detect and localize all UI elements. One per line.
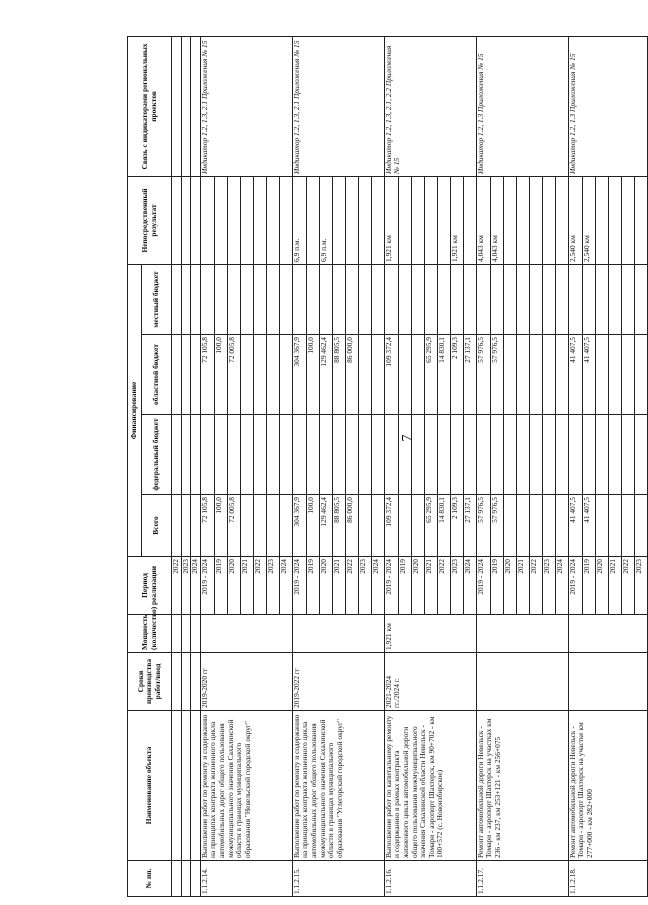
total-cell: 57 976,5 bbox=[476, 495, 490, 557]
period-cell: 2020 bbox=[319, 557, 332, 615]
result-cell bbox=[306, 176, 319, 264]
regional-cell: 57 976,5 bbox=[476, 335, 490, 415]
header-result: Непосредственный результат bbox=[128, 176, 172, 264]
period-cell: 2019 - 2024 bbox=[568, 557, 582, 615]
period-cell: 2023 bbox=[542, 557, 555, 615]
object-name: Выполнение работ по капитальному ремонту и содержанию в рамках контракта жизненного цикла автомобильной дороги общего пользования межмуниципального значения Сахалинской области Невельск - Томари - аэропорт Шахтерск, км 90+702 - км 100+572 (с. Новоизбирское) bbox=[384, 711, 476, 861]
regional-cell bbox=[608, 335, 621, 415]
work-terms bbox=[568, 653, 647, 711]
period-cell: 2020 bbox=[411, 557, 424, 615]
local-cell bbox=[200, 264, 214, 334]
page-number: 7 bbox=[400, 434, 415, 442]
local-cell bbox=[345, 264, 358, 334]
federal-cell bbox=[292, 415, 306, 495]
table-body bbox=[172, 36, 648, 896]
result-cell: 6,9 п.м. bbox=[292, 176, 306, 264]
row-number: 1.1.2.18. bbox=[568, 861, 647, 897]
result-cell bbox=[503, 176, 516, 264]
object-name: Выполнение работ по ремонту и содержанию на принципах контракта жизненного цикла автомобильных дорог общего пользования межмуниципального значения Сахалинской области в границах муниципального образования "Углегорский городской округ" bbox=[292, 711, 384, 861]
row-number: 1.1.2.16. bbox=[384, 861, 476, 897]
total-cell bbox=[595, 495, 608, 557]
result-cell bbox=[358, 176, 371, 264]
federal-cell bbox=[582, 415, 595, 495]
result-cell bbox=[516, 176, 529, 264]
table-row bbox=[568, 36, 582, 896]
federal-cell bbox=[200, 415, 214, 495]
result-cell bbox=[371, 176, 384, 264]
local-cell bbox=[476, 264, 490, 334]
work-terms: 2019-2020 гг bbox=[200, 653, 292, 711]
result-cell: 6,9 п.м. bbox=[319, 176, 332, 264]
total-cell bbox=[358, 495, 371, 557]
federal-cell bbox=[503, 415, 516, 495]
federal-cell bbox=[437, 415, 450, 495]
regional-cell bbox=[555, 335, 568, 415]
result-cell bbox=[398, 176, 411, 264]
local-cell bbox=[490, 264, 503, 334]
result-cell: 4,043 км bbox=[490, 176, 503, 264]
result-cell bbox=[634, 176, 647, 264]
local-cell bbox=[384, 264, 398, 334]
regional-cell: 72 105,8 bbox=[200, 335, 214, 415]
header-local: местный бюджет bbox=[142, 264, 172, 334]
result-cell bbox=[608, 176, 621, 264]
federal-cell bbox=[634, 415, 647, 495]
period-cell: 2022 bbox=[529, 557, 542, 615]
federal-cell bbox=[332, 415, 345, 495]
result-cell bbox=[595, 176, 608, 264]
indicator-link: Индикатор 1.2, 1.3, 2.1 Приложения № 15 bbox=[292, 36, 384, 176]
capacity bbox=[200, 615, 292, 653]
regional-cell bbox=[595, 335, 608, 415]
local-cell bbox=[621, 264, 634, 334]
header-terms: Сроки производства работ/ввод bbox=[128, 653, 172, 711]
capacity bbox=[292, 615, 384, 653]
period-cell: 2019 - 2024 bbox=[384, 557, 398, 615]
regional-cell: 100,0 bbox=[214, 335, 227, 415]
indicator-link: Индикатор 1.2, 1.3 Приложения № 15 bbox=[568, 36, 647, 176]
result-cell bbox=[253, 176, 266, 264]
federal-cell bbox=[306, 415, 319, 495]
period-cell: 2023 bbox=[358, 557, 371, 615]
local-cell bbox=[306, 264, 319, 334]
total-cell: 41 407,5 bbox=[568, 495, 582, 557]
header-link: Связь с индикаторами региональных проектов bbox=[128, 36, 172, 176]
period-cell: 2021 bbox=[240, 557, 253, 615]
local-cell bbox=[411, 264, 424, 334]
local-cell bbox=[437, 264, 450, 334]
regional-cell bbox=[371, 335, 384, 415]
result-cell bbox=[555, 176, 568, 264]
total-cell: 100,0 bbox=[306, 495, 319, 557]
table-row: 2023 bbox=[181, 36, 191, 896]
regional-cell bbox=[542, 335, 555, 415]
header-total: Всего bbox=[142, 495, 172, 557]
federal-cell bbox=[463, 415, 476, 495]
local-cell bbox=[516, 264, 529, 334]
regional-cell bbox=[358, 335, 371, 415]
federal-cell bbox=[358, 415, 371, 495]
rotated-table-wrapper bbox=[127, 37, 643, 897]
period-cell: 2019 bbox=[398, 557, 411, 615]
period-cell: 2020 bbox=[595, 557, 608, 615]
total-cell: 41 407,5 bbox=[582, 495, 595, 557]
period-cell: 2021 bbox=[332, 557, 345, 615]
object-name: Ремонт автомобильной дороги Невельск - Томари - аэропорт Шахтерск на участках км 236 - км 237, км 253+121 - км 256+075 bbox=[476, 711, 568, 861]
regional-cell: 86 000,0 bbox=[345, 335, 358, 415]
total-cell bbox=[240, 495, 253, 557]
federal-cell bbox=[608, 415, 621, 495]
regional-cell bbox=[411, 335, 424, 415]
header-federal: федеральный бюджет bbox=[142, 415, 172, 495]
period-cell: 2021 bbox=[516, 557, 529, 615]
result-cell: 1,921 км bbox=[450, 176, 463, 264]
period-cell: 2021 bbox=[608, 557, 621, 615]
table-row bbox=[476, 36, 490, 896]
federal-cell bbox=[384, 415, 398, 495]
financing-table bbox=[127, 36, 648, 897]
indicator-link: Индикатор 1.2, 1.3 Приложения № 15 bbox=[476, 36, 568, 176]
total-cell bbox=[621, 495, 634, 557]
local-cell bbox=[555, 264, 568, 334]
period-cell: 2019 bbox=[306, 557, 319, 615]
regional-cell bbox=[621, 335, 634, 415]
object-name: Ремонт автомобильной дороги Невельск - Томари - аэропорт Шахтерск на участке км 277+000 - км 282+000 bbox=[568, 711, 647, 861]
total-cell bbox=[555, 495, 568, 557]
total-cell: 27 137,1 bbox=[463, 495, 476, 557]
federal-cell bbox=[516, 415, 529, 495]
period-cell: 2024 bbox=[371, 557, 384, 615]
local-cell bbox=[424, 264, 437, 334]
regional-cell: 57 976,5 bbox=[490, 335, 503, 415]
row-number: 1.1.2.17. bbox=[476, 861, 568, 897]
total-cell bbox=[634, 495, 647, 557]
period-cell: 2020 bbox=[227, 557, 240, 615]
total-cell: 109 372,4 bbox=[384, 495, 398, 557]
period-cell: 2019 bbox=[214, 557, 227, 615]
regional-cell bbox=[634, 335, 647, 415]
federal-cell bbox=[411, 415, 424, 495]
federal-cell bbox=[214, 415, 227, 495]
total-cell bbox=[542, 495, 555, 557]
period-cell: 2022 bbox=[621, 557, 634, 615]
total-cell: 304 367,9 bbox=[292, 495, 306, 557]
total-cell: 72 005,8 bbox=[227, 495, 240, 557]
local-cell bbox=[253, 264, 266, 334]
regional-cell: 2 109,3 bbox=[450, 335, 463, 415]
federal-cell bbox=[371, 415, 384, 495]
result-cell bbox=[424, 176, 437, 264]
federal-cell bbox=[227, 415, 240, 495]
regional-cell: 100,0 bbox=[306, 335, 319, 415]
period-cell: 2022 bbox=[253, 557, 266, 615]
total-cell bbox=[371, 495, 384, 557]
table-row bbox=[200, 36, 214, 896]
regional-cell: 129 462,4 bbox=[319, 335, 332, 415]
regional-cell: 41 407,5 bbox=[568, 335, 582, 415]
regional-cell bbox=[529, 335, 542, 415]
federal-cell bbox=[621, 415, 634, 495]
result-cell: 1,921 км bbox=[384, 176, 398, 264]
table-row: 2024 bbox=[191, 36, 201, 896]
local-cell bbox=[503, 264, 516, 334]
period-cell: 2023 bbox=[266, 557, 279, 615]
local-cell bbox=[450, 264, 463, 334]
total-cell bbox=[516, 495, 529, 557]
total-cell bbox=[503, 495, 516, 557]
header-regional: областной бюджет bbox=[142, 335, 172, 415]
result-cell bbox=[463, 176, 476, 264]
table-row: 2022 bbox=[172, 36, 182, 896]
regional-cell bbox=[279, 335, 292, 415]
result-cell bbox=[214, 176, 227, 264]
period-cell: 2019 - 2024 bbox=[476, 557, 490, 615]
period-cell: 2020 bbox=[503, 557, 516, 615]
regional-cell: 65 295,9 bbox=[424, 335, 437, 415]
period-cell: 2022 bbox=[437, 557, 450, 615]
result-cell bbox=[529, 176, 542, 264]
table-row bbox=[384, 36, 398, 896]
total-cell bbox=[529, 495, 542, 557]
local-cell bbox=[227, 264, 240, 334]
total-cell: 72 105,8 bbox=[200, 495, 214, 557]
object-name: Выполнение работ по ремонту и содержанию на принципах контракта жизненного цикла автомобильных дорог общего пользования межмуниципального значения Сахалинской области в границах муниципального образования "Невельский городской округ" bbox=[200, 711, 292, 861]
federal-cell bbox=[529, 415, 542, 495]
federal-cell bbox=[240, 415, 253, 495]
total-cell bbox=[279, 495, 292, 557]
header-power: Мощность (количество) bbox=[128, 615, 172, 653]
table-row bbox=[292, 36, 306, 896]
result-cell: 4,043 км bbox=[476, 176, 490, 264]
total-cell: 88 805,5 bbox=[332, 495, 345, 557]
regional-cell: 27 137,1 bbox=[463, 335, 476, 415]
header-period: Период реализации bbox=[128, 557, 172, 615]
federal-cell bbox=[450, 415, 463, 495]
regional-cell bbox=[240, 335, 253, 415]
total-cell: 14 830,1 bbox=[437, 495, 450, 557]
local-cell bbox=[568, 264, 582, 334]
period-cell: 2022 bbox=[345, 557, 358, 615]
federal-cell bbox=[253, 415, 266, 495]
regional-cell: 41 407,5 bbox=[582, 335, 595, 415]
capacity bbox=[476, 615, 568, 653]
regional-cell bbox=[266, 335, 279, 415]
period-cell: 2019 bbox=[490, 557, 503, 615]
regional-cell: 304 367,9 bbox=[292, 335, 306, 415]
federal-cell bbox=[345, 415, 358, 495]
local-cell bbox=[279, 264, 292, 334]
result-cell bbox=[240, 176, 253, 264]
federal-cell bbox=[398, 415, 411, 495]
period-cell: 2019 bbox=[582, 557, 595, 615]
regional-cell: 72 005,8 bbox=[227, 335, 240, 415]
local-cell bbox=[292, 264, 306, 334]
work-terms: 2021-2024 гг./2024 г. bbox=[384, 653, 476, 711]
local-cell bbox=[398, 264, 411, 334]
result-cell bbox=[542, 176, 555, 264]
capacity: 1,921 км bbox=[384, 615, 476, 653]
indicator-link: Индикатор 1.2, 1.3, 2.1 Приложения № 15 bbox=[200, 36, 292, 176]
federal-cell bbox=[266, 415, 279, 495]
local-cell bbox=[582, 264, 595, 334]
result-cell: 2,540 км bbox=[568, 176, 582, 264]
federal-cell bbox=[490, 415, 503, 495]
indicator-link: Индикатор 1.2, 1.3, 2.1, 2.2 Приложения № 15 bbox=[384, 36, 476, 176]
result-cell bbox=[411, 176, 424, 264]
local-cell bbox=[529, 264, 542, 334]
period-cell: 2021 bbox=[424, 557, 437, 615]
work-terms: 2019-2022 гг bbox=[292, 653, 384, 711]
regional-cell: 88 805,5 bbox=[332, 335, 345, 415]
local-cell bbox=[542, 264, 555, 334]
period-cell: 2024 bbox=[555, 557, 568, 615]
federal-cell bbox=[595, 415, 608, 495]
local-cell bbox=[266, 264, 279, 334]
federal-cell bbox=[424, 415, 437, 495]
total-cell bbox=[608, 495, 621, 557]
header-name: Наименование объекта bbox=[128, 711, 172, 861]
result-cell bbox=[345, 176, 358, 264]
header-num: № пп. bbox=[128, 861, 172, 897]
result-cell: 2,540 км bbox=[582, 176, 595, 264]
regional-cell bbox=[503, 335, 516, 415]
result-cell bbox=[279, 176, 292, 264]
federal-cell bbox=[279, 415, 292, 495]
result-cell bbox=[266, 176, 279, 264]
period-cell: 2023 bbox=[450, 557, 463, 615]
total-cell: 129 462,4 bbox=[319, 495, 332, 557]
total-cell: 100,0 bbox=[214, 495, 227, 557]
row-number: 1.1.2.14. bbox=[200, 861, 292, 897]
total-cell: 86 000,0 bbox=[345, 495, 358, 557]
result-cell bbox=[437, 176, 450, 264]
regional-cell bbox=[253, 335, 266, 415]
regional-cell: 109 372,4 bbox=[384, 335, 398, 415]
result-cell bbox=[200, 176, 214, 264]
period-cell: 2023 bbox=[634, 557, 647, 615]
total-cell bbox=[398, 495, 411, 557]
total-cell: 2 109,3 bbox=[450, 495, 463, 557]
federal-cell bbox=[476, 415, 490, 495]
period-cell: 2024 bbox=[279, 557, 292, 615]
federal-cell bbox=[542, 415, 555, 495]
federal-cell bbox=[555, 415, 568, 495]
total-cell bbox=[253, 495, 266, 557]
local-cell bbox=[371, 264, 384, 334]
total-cell: 65 295,9 bbox=[424, 495, 437, 557]
period-cell: 2019 - 2024 bbox=[200, 557, 214, 615]
regional-cell bbox=[516, 335, 529, 415]
local-cell bbox=[634, 264, 647, 334]
row-number: 1.1.2.15. bbox=[292, 861, 384, 897]
local-cell bbox=[595, 264, 608, 334]
local-cell bbox=[608, 264, 621, 334]
total-cell: 57 976,5 bbox=[490, 495, 503, 557]
local-cell bbox=[214, 264, 227, 334]
regional-cell bbox=[398, 335, 411, 415]
period-cell: 2024 bbox=[463, 557, 476, 615]
federal-cell bbox=[319, 415, 332, 495]
local-cell bbox=[463, 264, 476, 334]
local-cell bbox=[358, 264, 371, 334]
header-financing: Финансирование bbox=[128, 264, 142, 556]
result-cell bbox=[227, 176, 240, 264]
capacity bbox=[568, 615, 647, 653]
local-cell bbox=[240, 264, 253, 334]
total-cell bbox=[266, 495, 279, 557]
work-terms bbox=[476, 653, 568, 711]
period-cell: 2019 - 2024 bbox=[292, 557, 306, 615]
total-cell bbox=[411, 495, 424, 557]
result-cell bbox=[621, 176, 634, 264]
federal-cell bbox=[568, 415, 582, 495]
result-cell bbox=[332, 176, 345, 264]
local-cell bbox=[332, 264, 345, 334]
local-cell bbox=[319, 264, 332, 334]
regional-cell: 14 830,1 bbox=[437, 335, 450, 415]
